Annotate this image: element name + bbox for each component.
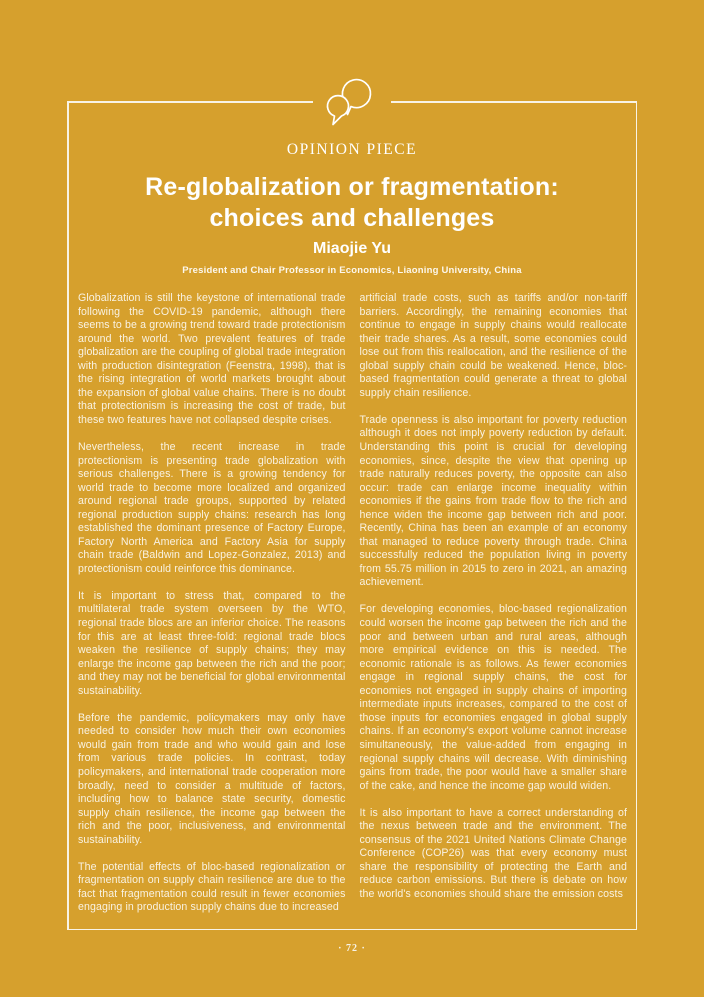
frame-bottom-line: [67, 929, 637, 931]
page-number: · 72 ·: [338, 943, 366, 954]
author-name: Miaojie Yu: [313, 240, 391, 257]
paragraph: It is also important to have a correct understanding of the nexus between trade and the environment. The consensus of the 2021 United Nations Climate Change Conference (COP26) was that every economy must share the responsibility of protecting the Earth and reduce carbon emissions. But there is debate on how the world's economies should share the emission costs: [359, 806, 627, 900]
paragraph: artificial trade costs, such as tariffs and/or non-tariff barriers. Accordingly, the remaining economies that continue to engage in supply chains would reallocate their trade shares. As a result, some economies could lose out from this reallocation, and the resilience of the global supply chain could be weakened. Hence, bloc-based fragmentation could generate a threat to global supply chain resilience.: [359, 292, 627, 399]
speech-bubbles-icon: [324, 76, 382, 130]
left-column: [78, 292, 346, 915]
paragraph: Trade openness is also important for poverty reduction although it does not imply poverty reduction by default. Understanding this point is crucial for developing economies, since, despite the view that opening up trade naturally reduces poverty, the opposite can also occur: trade can enlarge income inequality within economies if the gains from trade flow to the rich and hence widen the income gap between rich and poor. Recently, China has been an example of an economy that managed to reduce poverty through trade. China successfully reduced the population living in poverty from 55.75 million in 2015 to zero in 2021, an amazing achievement.: [359, 413, 627, 589]
author-affiliation: President and Chair Professor in Economics, Liaoning University, China: [182, 265, 522, 276]
section-kicker: OPINION PIECE: [286, 141, 418, 158]
article-body: [78, 292, 627, 915]
paragraph: Before the pandemic, policymakers may only have needed to consider how much their own economies would gain from trade and who would gain and lose from various trade policies. In contrast, today policymakers, and international trade cooperation more broadly, need to consider a multitude of factors, including how to balance state security, domestic supply chain resilience, the income gap between the rich and the poor, inclusiveness, and environmental sustainability.: [78, 711, 346, 846]
article-title-line1: Re-globalization or fragmentation:: [145, 173, 559, 201]
article-title-line2: choices and challenges: [209, 204, 495, 232]
article-title: [0, 172, 704, 234]
paragraph: Globalization is still the keystone of international trade following the COVID-19 pandemic, although there seems to be a growing trend toward trade protectionism around the world. Two prevalent features of trade globalization are the coupling of global trade integration with production disintegration (Feenstra, 1998), that is the rising integration of world markets brought about the expansion of global value chains. There is no doubt that protectionism is increasing the cost of trade, but these two features have not collapsed despite crises.: [78, 292, 346, 426]
frame-top-right-line: [391, 101, 637, 103]
paragraph: The potential effects of bloc-based regionalization or fragmentation on supply chain resilience are due to the fact that fragmentation could result in fewer economies engaging in production supply chains due to increased: [78, 860, 346, 914]
paragraph: Nevertheless, the recent increase in trade protectionism is presenting trade globalization with serious challenges. There is a growing tendency for world trade to become more localized and organized around regional trade groups, supported by related regional production supply chains: research has long established the dominant presence of Factory Europe, Factory North America and Factory Asia for supply chain trade (Baldwin and Lopez-Gonzalez, 2013) and protectionism could reinforce this dominance.: [78, 440, 346, 575]
paragraph: It is important to stress that, compared to the multilateral trade system overseen by the WTO, regional trade blocs are an inferior choice. The reasons for this are at least three-fold: regional trade blocs weaken the resilience of supply chains; they may enlarge the income gap between the rich and the poor; and they may not be beneficial for global environmental sustainability.: [78, 589, 346, 697]
right-column: [360, 292, 628, 915]
frame-top-left-line: [67, 101, 313, 103]
paragraph: For developing economies, bloc-based regionalization could worsen the income gap between the rich and the poor and between urban and rural areas, although more empirical evidence on this is needed. The economic rationale is as follows. As fewer economies engage in regional supply chains, the cost for economies not engaged in supply chains of importing intermediate inputs increases, compared to the cost of those inputs for economies engaged in global supply chains. If an economy's export volume cannot increase simultaneously, the value-added from engaging in regional supply chains will decrease. With diminishing gains from trade, the poor would have a smaller share of the cake, and hence the income gap would widen.: [359, 603, 627, 792]
